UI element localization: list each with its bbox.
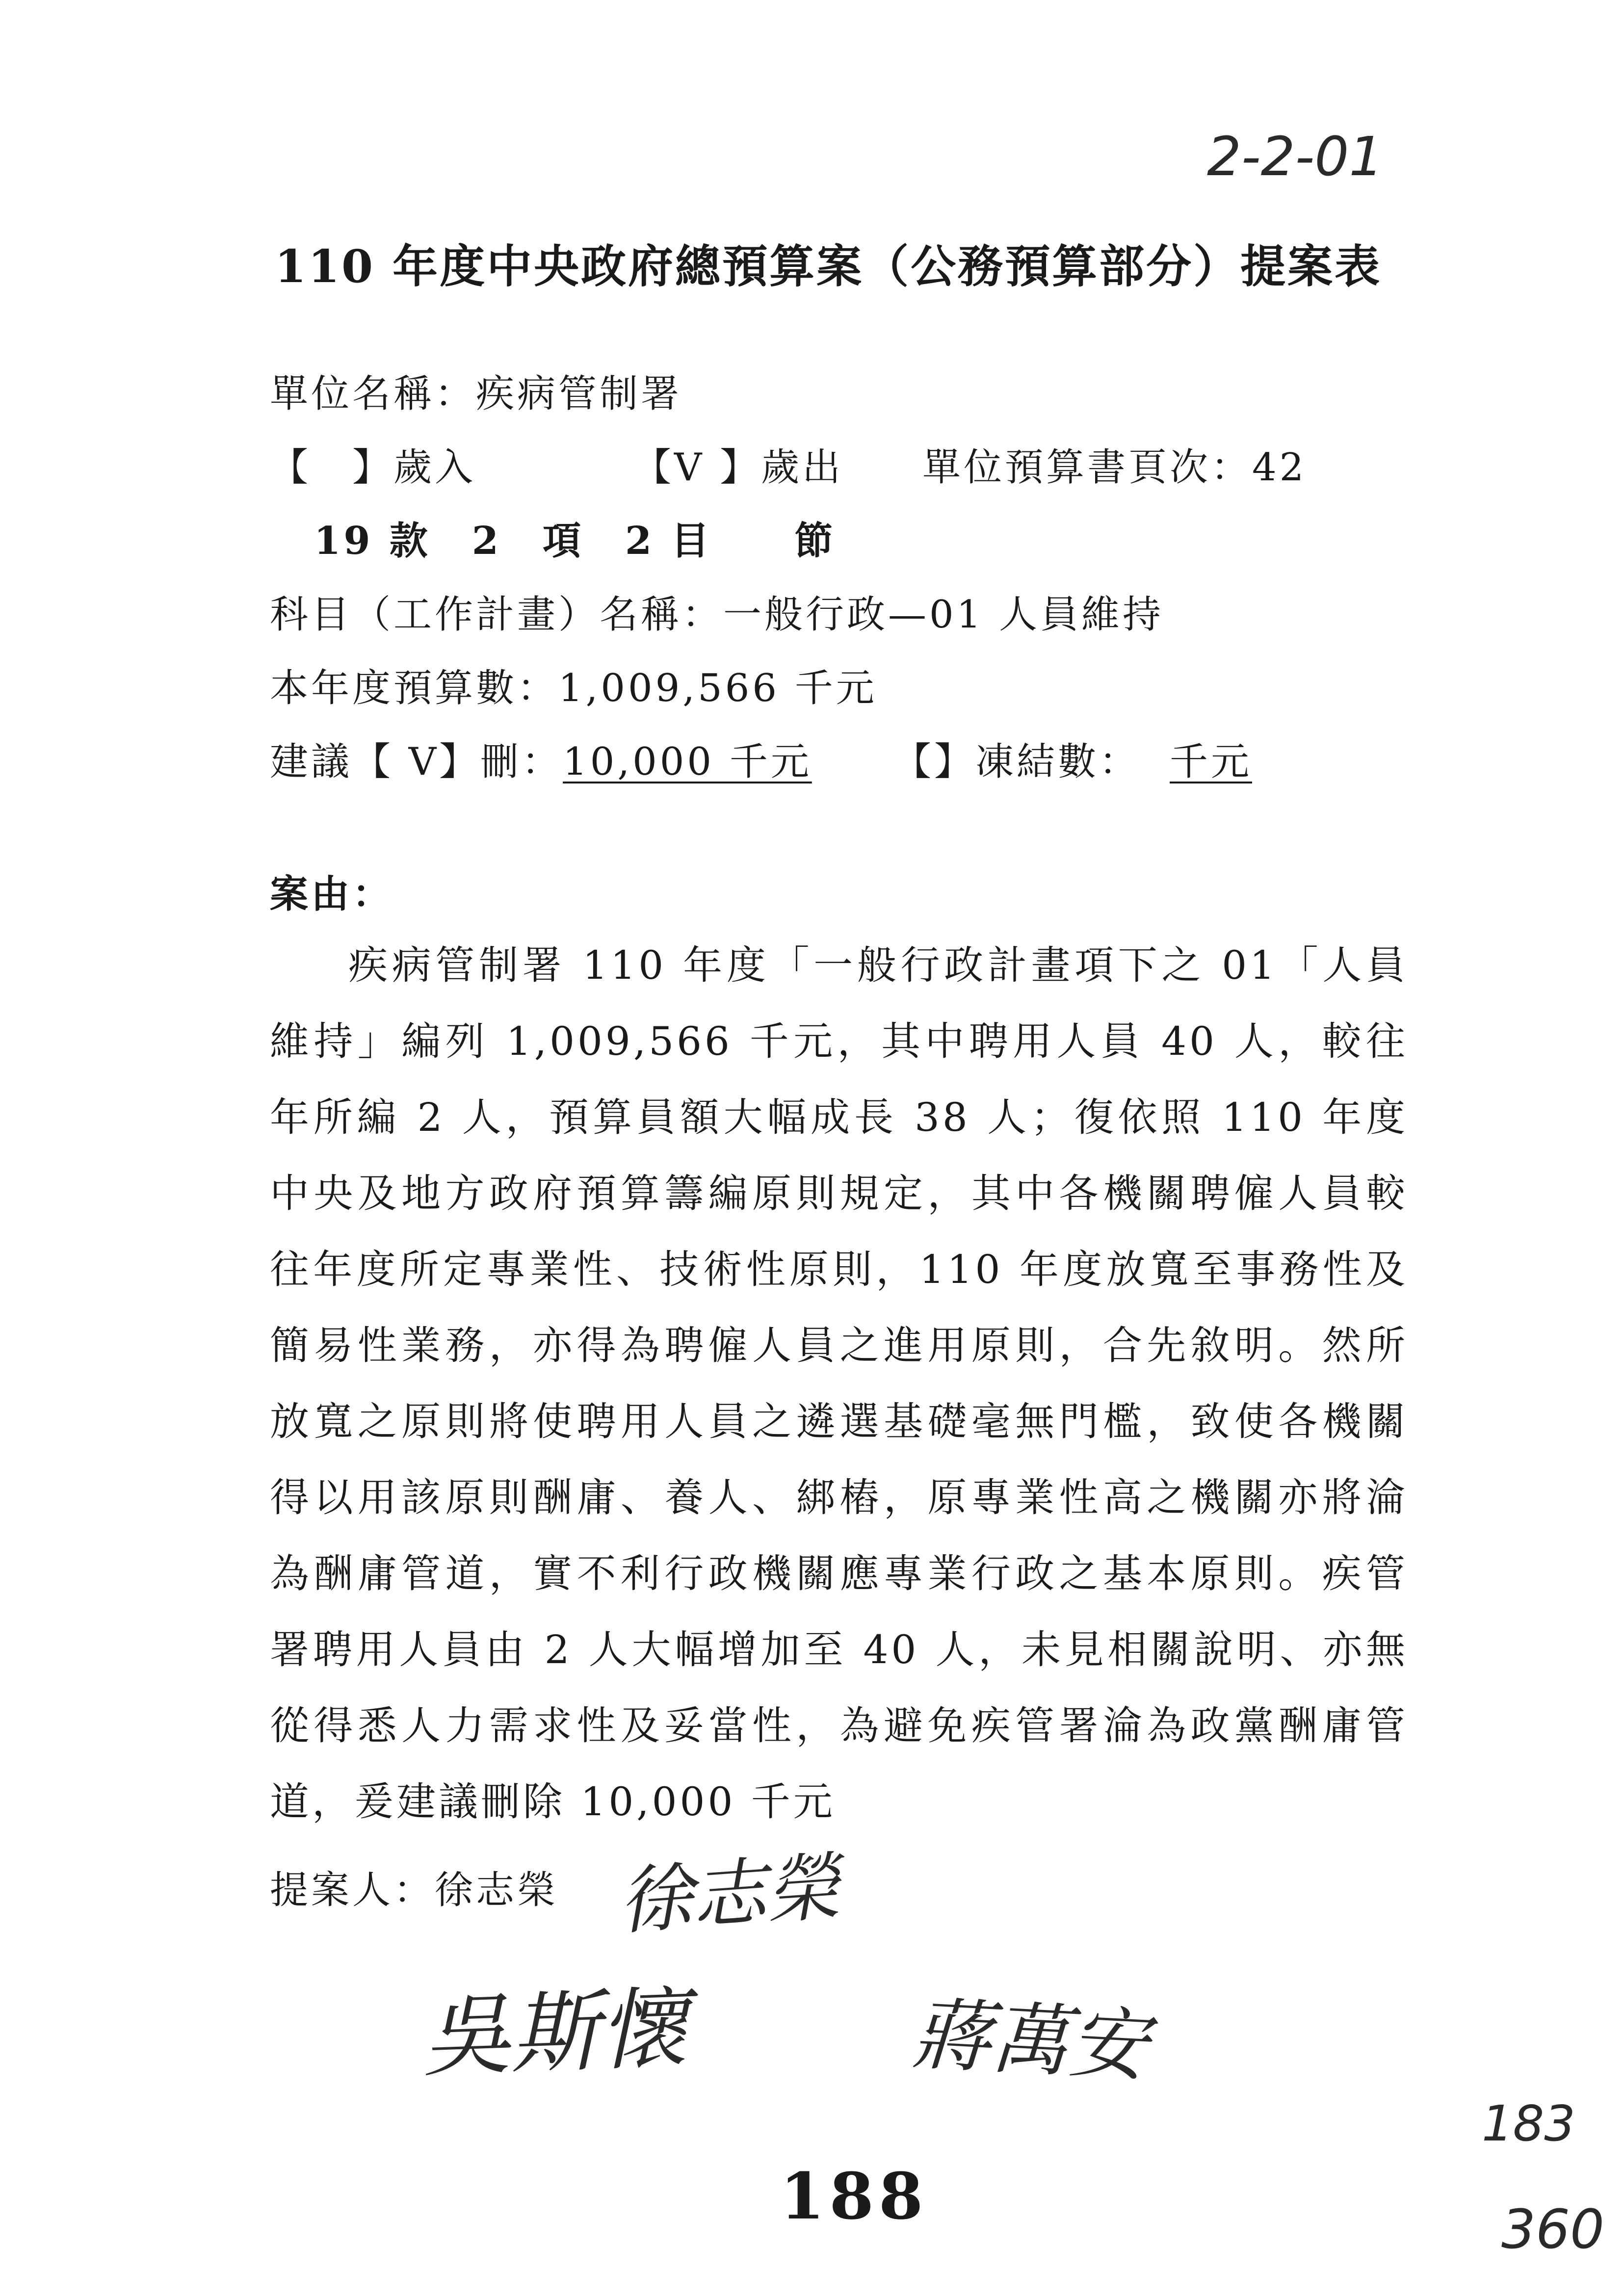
signature-1: 徐志榮 — [616, 1844, 842, 1945]
unit-name: 單位名稱：疾病管制署 — [270, 372, 682, 416]
margin-note-2: 360 — [1501, 2198, 1604, 2261]
freeze-amount: 千元 — [1170, 740, 1253, 784]
stamp-code: 2-2-01 — [1207, 125, 1384, 188]
item-code: 19 款 2 項 2 目 節 — [314, 519, 836, 563]
expense-checkbox: 【V 】歲出 — [633, 445, 844, 490]
budget-amount: 本年度預算數：1,009,566 千元 — [270, 666, 877, 710]
reason-text: 疾病管制署 110 年度「一般行政計畫項下之 01「人員維持」編列 1,009,566 千元，其中聘用人員 40 人，較往年所編 2 人，預算員額大幅成長 38 人；復依照 110 年度中央及地方政府預算籌編原則規定，其中各機關聘僱人員較往年度所定專業性、技術性原則，110 年度放寬至事務性及簡易性業務，亦得為聘僱人員之進用原則，合先敘明。然所放寬之原則將使聘用人員之遴選基礎毫無門檻，致使各機關得以用該原則酬庸、養人、綁樁，原專業性高之機關亦將淪為酬庸管道，實不利行政機關應專業行政之基本原則。疾管署聘用人員由 2 人大幅增加至 40 人，未見相關說明、亦無從得悉人力需求性及妥當性，為避免疾管署淪為政黨酬庸管道，爰建議刪除 10,000 千元 — [270, 942, 1408, 1825]
cut-amount: 10,000 千元 — [563, 740, 812, 784]
freeze-line — [893, 731, 1282, 786]
reason-label: 案由： — [270, 872, 394, 916]
reason-body — [270, 927, 1408, 1840]
freeze-label: 【】凍結數： — [893, 740, 1141, 784]
signature-2: 吳斯懷 — [420, 1977, 689, 2089]
page-reference: 單位預算書頁次：42 — [922, 445, 1307, 490]
margin-note-1: 183 — [1482, 2095, 1575, 2152]
subject-name: 科目（工作計畫）名稱：一般行政—01 人員維持 — [270, 593, 1164, 637]
suggestion-line — [270, 731, 812, 786]
proposer: 提案人：徐志榮 — [270, 1868, 559, 1912]
signature-3: 蔣萬安 — [910, 1988, 1150, 2092]
page-title: 110 年度中央政府總預算案（公務預算部分）提案表 — [275, 240, 1382, 293]
cut-label: 建議【 V】刪： — [270, 740, 563, 784]
page-number: 188 — [780, 2159, 928, 2234]
revenue-checkbox: 【 】歲入 — [270, 445, 476, 490]
